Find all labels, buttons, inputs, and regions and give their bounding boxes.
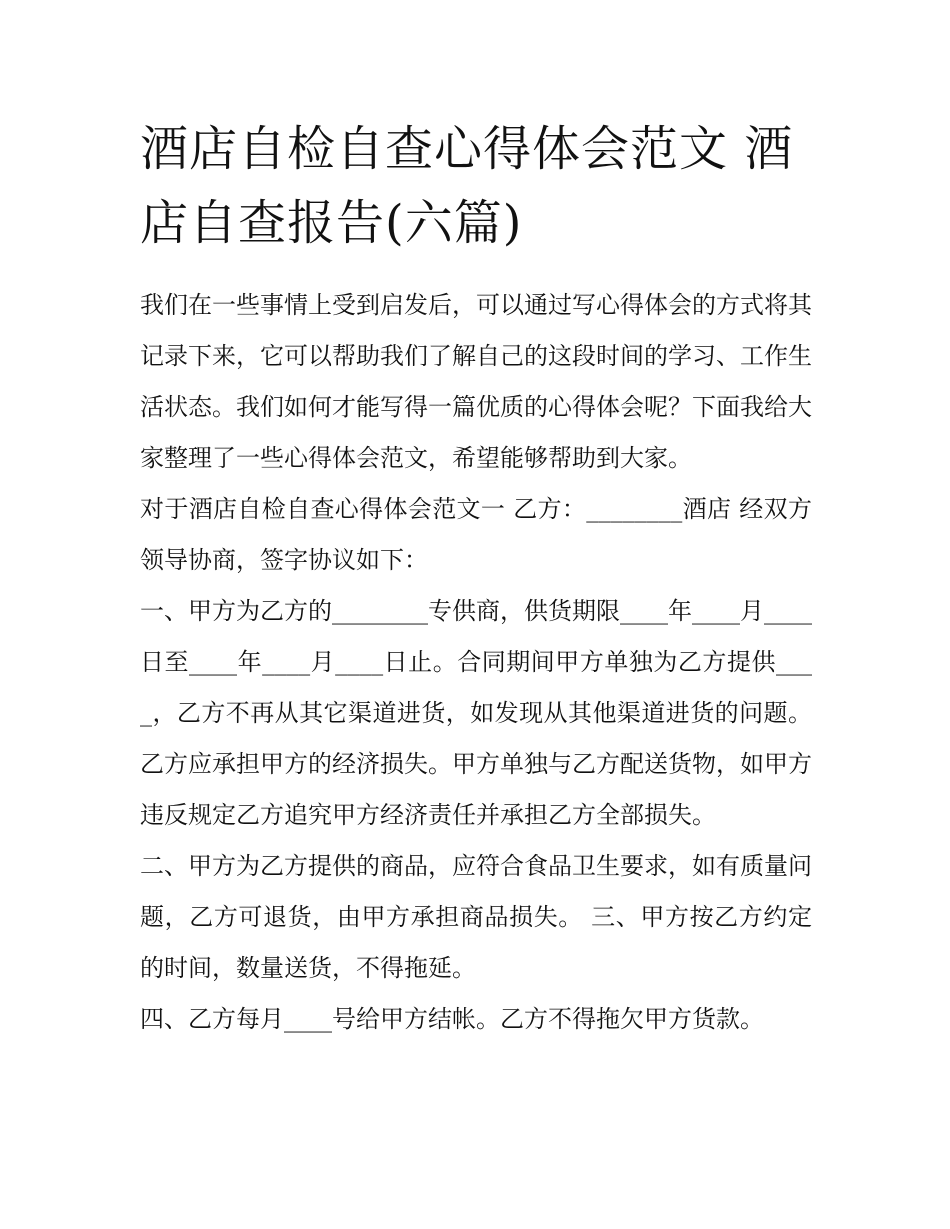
contract-parties-paragraph: 对于酒店自检自查心得体会范文一 乙方：________酒店 经双方领导协商，签字协议如下： xyxy=(140,495,812,574)
intro-paragraph: 我们在一些事情上受到启发后，可以通过写心得体会的方式将其记录下来，它可以帮助我们了解自己的这段时间的学习、工作生活状态。我们如何才能写得一篇优质的心得体会呢？下面我给大家整理了一些心得体会范文，希望能够帮助到大家。 xyxy=(140,291,812,472)
clause-one-paragraph: 一、甲方为乙方的________专供商，供货期限____年____月____日至____年____月____日止。合同期间甲方单独为乙方提供____，乙方不再从其它渠道进货，如发现从其他渠道进货的问题。乙方应承担甲方的经济损失。甲方单独与乙方配送货物，如甲方违反规定乙方追究甲方经济责任并承担乙方全部损失。 xyxy=(140,597,812,829)
clause-two-three-paragraph: 二、甲方为乙方提供的商品，应符合食品卫生要求，如有质量问题，乙方可退货，由甲方承担商品损失。 三、甲方按乙方约定的时间，数量送货，不得拖延。 xyxy=(140,852,812,982)
clause-four-paragraph: 四、乙方每月____号给甲方结帐。乙方不得拖欠甲方货款。 xyxy=(140,1005,764,1033)
document-page xyxy=(140,112,812,1045)
document-title: 酒店自检自查心得体会范文 酒店自查报告(六篇) xyxy=(140,121,794,251)
